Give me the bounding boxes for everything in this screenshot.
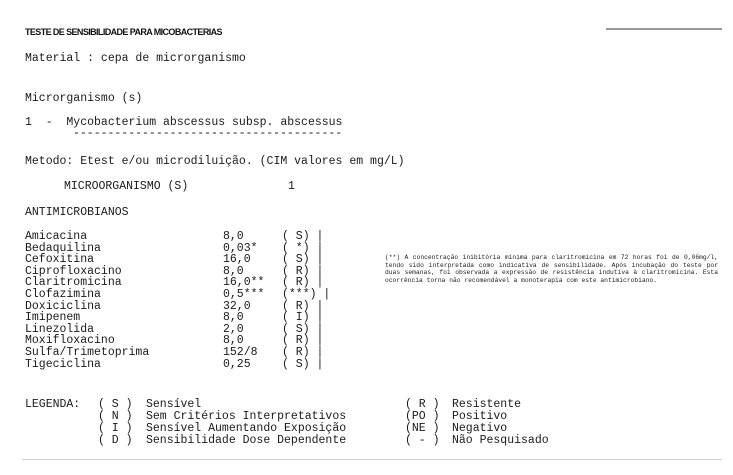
table-header-label: MICROORGANISMO (S)	[64, 180, 189, 193]
legend-code: ( S )	[98, 398, 133, 411]
legend-code: ( N )	[98, 410, 133, 423]
table-header-number: 1	[288, 180, 295, 193]
method-line: Metodo: Etest e/ou microdiluição. (CIM valores em mg/L)	[25, 155, 405, 168]
legend-text: Sensível Aumentando Exposição	[146, 422, 347, 435]
interpretation: (***) |	[282, 288, 331, 301]
interpretation: ( S) |	[282, 230, 324, 243]
mic-value: 8,0	[223, 230, 244, 243]
interpretation: ( R) |	[282, 265, 324, 278]
legend-code: (PO )	[405, 410, 440, 423]
interpretation: ( R) |	[282, 334, 324, 347]
antimicrobial-name: Ciprofloxacino	[25, 265, 122, 278]
antimicrobial-name: Tigeciclina	[25, 358, 101, 371]
interpretation: ( S) |	[282, 323, 324, 336]
footnote: (**) A concentração inibitória mínima para claritromicina em 72 horas foi de 0,06mg/l, tendo sido interpretada como indicativa de sensibilidade. Após incubação do teste por duas semanas, foi observada a expressão de resistência indutiva à claritromicina. Esta ocorrência torna não recomendável a monoterapia com este antimicrobiano.	[385, 254, 718, 284]
antimicrobials-heading: ANTIMICROBIANOS	[25, 206, 129, 219]
mic-value: 0,03*	[223, 242, 258, 255]
legend-text: Resistente	[452, 398, 522, 411]
mic-value: 8,0	[223, 311, 244, 324]
interpretation: ( S) |	[282, 253, 324, 266]
legend-text: Sensibilidade Dose Dependente	[146, 434, 347, 447]
microorganism-underline: ---------------------------------------	[73, 127, 343, 140]
antimicrobial-name: Moxifloxacino	[25, 334, 115, 347]
legend-code: ( R )	[405, 398, 440, 411]
legend-code: ( - )	[405, 434, 440, 447]
microorganisms-heading: Microrganismo (s)	[25, 92, 143, 105]
interpretation: ( R) |	[282, 346, 324, 359]
mic-value: 16,0**	[223, 276, 265, 289]
legend-code: ( I )	[98, 422, 133, 435]
antimicrobial-name: Claritromicina	[25, 276, 122, 289]
mic-value: 8,0	[223, 334, 244, 347]
microorganism-entry: 1 - Mycobacterium abscessus subsp. abscessus	[25, 116, 343, 129]
antimicrobial-name: Sulfa/Trimetoprima	[25, 346, 150, 359]
interpretation: ( I) |	[282, 311, 324, 324]
legend-text: Negativo	[452, 422, 508, 435]
antimicrobial-row	[0, 358, 400, 372]
interpretation: ( R) |	[282, 300, 324, 313]
mic-value: 16,0	[223, 253, 251, 266]
mic-value: 8,0	[223, 265, 244, 278]
legend-text: Não Pesquisado	[452, 434, 549, 447]
legend-code: ( D )	[98, 434, 133, 447]
mic-value: 32,0	[223, 300, 251, 313]
antimicrobial-name: Amicacina	[25, 230, 88, 243]
legend-text: Sensível	[146, 398, 202, 411]
legend-label: LEGENDA:	[25, 398, 81, 411]
interpretation: ( R) |	[282, 276, 324, 289]
report-title: TESTE DE SENSIBILIDADE PARA MICOBACTERIAS	[25, 27, 222, 37]
antimicrobial-name: Cefoxitina	[25, 253, 95, 266]
legend-text: Sem Critérios Interpretativos	[146, 410, 347, 423]
antimicrobial-name: Doxiciclina	[25, 300, 101, 313]
bottom-divider	[22, 459, 722, 460]
mic-value: 0,5***	[223, 288, 265, 301]
antimicrobial-name: Bedaquilina	[25, 242, 101, 255]
material-line: Material : cepa de microrganismo	[25, 52, 246, 65]
legend-code: (NE )	[405, 422, 440, 435]
antimicrobial-name: Linezolida	[25, 323, 95, 336]
mic-value: 0,25	[223, 358, 251, 371]
mic-value: 2,0	[223, 323, 244, 336]
antimicrobial-name: Clofazimina	[25, 288, 101, 301]
interpretation: ( *) |	[282, 242, 324, 255]
interpretation: ( S) |	[282, 358, 324, 371]
header-divider	[606, 28, 722, 30]
antimicrobial-name: Imipenem	[25, 311, 81, 324]
mic-value: 152/8	[223, 346, 258, 359]
legend-text: Positivo	[452, 410, 508, 423]
